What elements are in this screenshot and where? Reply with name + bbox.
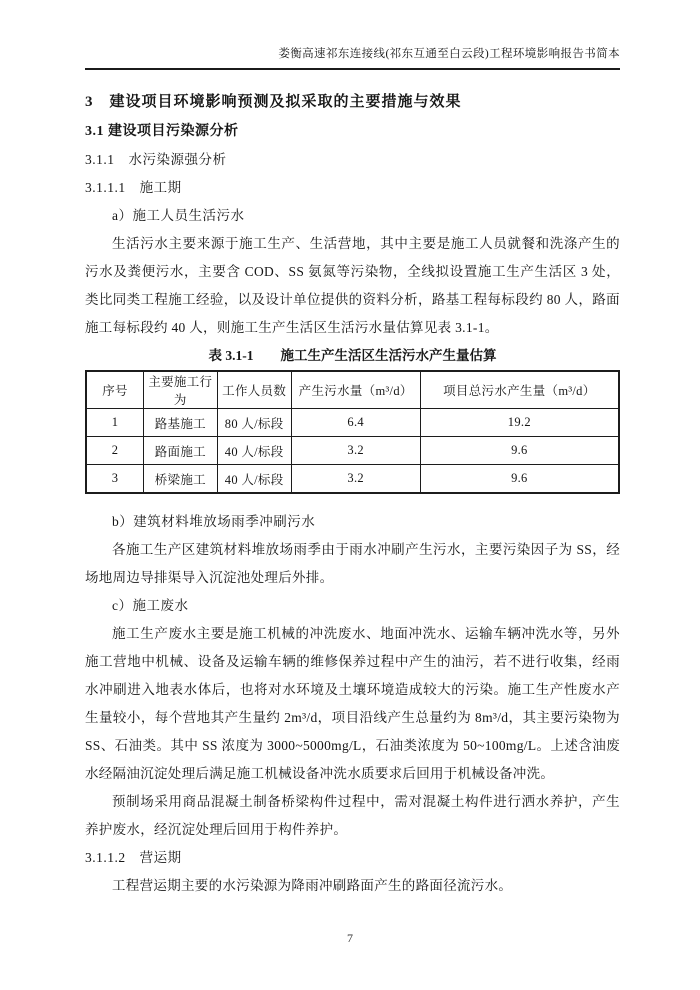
section-heading-3-1-1: 3.1.1 水污染源强分析 bbox=[85, 152, 227, 167]
column-header-staff: 工作人员数 bbox=[217, 371, 291, 409]
paragraph-construction-wastewater: 施工生产废水主要是施工机械的冲洗废水、地面冲洗水、运输车辆冲洗水等，另外施工营地中机械、设备及运输车辆的维修保养过程中产生的油污，若不进行收集，经雨水冲刷进入地表水体后，也将对水环境及土壤环境造成较大的污染。施工生产性废水产生量较小，每个营地其产生量约 2m³/d，项目沿线产生总量约为 8m³/d，其主要污染物为 SS、石油类。其中 SS 浓度为 3000~5000mg/L，石油类浓度为 50~100mg/L。上述含油废水经隔油沉淀处理后满足施工机械设备冲洗水质要求后回用于机械设备冲洗。 bbox=[85, 626, 620, 781]
paragraph-precast-yard: 预制场采用商品混凝土制备桥梁构件过程中，需对混凝土构件进行洒水养护，产生养护废水，经沉淀处理后回用于构件养护。 bbox=[85, 794, 620, 837]
table-cell: 40 人/标段 bbox=[217, 437, 291, 465]
table-cell: 桥梁施工 bbox=[144, 465, 218, 494]
running-header: 娄衡高速祁东连接线(祁东互通至白云段)工程环境影响报告书简本 bbox=[85, 46, 620, 70]
table-cell: 2 bbox=[86, 437, 144, 465]
spacer bbox=[85, 494, 620, 508]
list-item-b: b）建筑材料堆放场雨季冲刷污水 bbox=[112, 514, 316, 529]
table-row bbox=[86, 465, 619, 494]
paragraph-material-runoff: 各施工生产区建筑材料堆放场雨季由于雨水冲刷产生污水，主要污染因子为 SS，经场地周边导排渠导入沉淀池处理后外排。 bbox=[85, 542, 620, 585]
table-cell: 9.6 bbox=[420, 437, 619, 465]
table-cell: 40 人/标段 bbox=[217, 465, 291, 494]
paragraph-operation-period: 工程营运期主要的水污染源为降雨冲刷路面产生的路面径流污水。 bbox=[112, 878, 513, 893]
page-number: 7 bbox=[347, 931, 353, 945]
paragraph-domestic-sewage: 生活污水主要来源于施工生产、生活营地，其中主要是施工人员就餐和洗涤产生的污水及粪便污水，主要含 COD、SS 氨氮等污染物，全线拟设置施工生产生活区 3 处，类比同类工程施工经验，以及设计单位提供的资料分析，路基工程每标段约 80 人，路面施工每标段约 40 人，则施工生产生活区生活污水量估算见表 3.1-1。 bbox=[85, 236, 620, 335]
table-cell: 3 bbox=[86, 465, 144, 494]
column-header-activity: 主要施工行为 bbox=[144, 371, 218, 409]
table-cell: 19.2 bbox=[420, 409, 619, 437]
table-cell: 路基施工 bbox=[144, 409, 218, 437]
section-heading-3-1-1-1: 3.1.1.1 施工期 bbox=[85, 180, 182, 195]
sewage-estimate-table bbox=[85, 370, 620, 494]
table-cell: 路面施工 bbox=[144, 437, 218, 465]
table-cell: 1 bbox=[86, 409, 144, 437]
table-cell: 9.6 bbox=[420, 465, 619, 494]
column-header-no: 序号 bbox=[86, 371, 144, 409]
column-header-volume: 产生污水量（m³/d） bbox=[291, 371, 420, 409]
column-header-total: 项目总污水产生量（m³/d） bbox=[420, 371, 619, 409]
table-row bbox=[86, 437, 619, 465]
table-row bbox=[86, 409, 619, 437]
table-cell: 3.2 bbox=[291, 437, 420, 465]
table-title: 表 3.1-1 施工生产生活区生活污水产生量估算 bbox=[208, 348, 497, 363]
table-cell: 3.2 bbox=[291, 465, 420, 494]
table-cell: 6.4 bbox=[291, 409, 420, 437]
list-item-c: c）施工废水 bbox=[112, 598, 189, 613]
section-heading-3-1-1-2: 3.1.1.2 营运期 bbox=[85, 850, 182, 865]
table-header-row bbox=[86, 371, 619, 409]
table-cell: 80 人/标段 bbox=[217, 409, 291, 437]
list-item-a: a）施工人员生活污水 bbox=[112, 208, 245, 223]
section-heading-3-1: 3.1 建设项目污染源分析 bbox=[85, 124, 239, 139]
chapter-heading: 3 建设项目环境影响预测及拟采取的主要措施与效果 bbox=[85, 94, 462, 110]
